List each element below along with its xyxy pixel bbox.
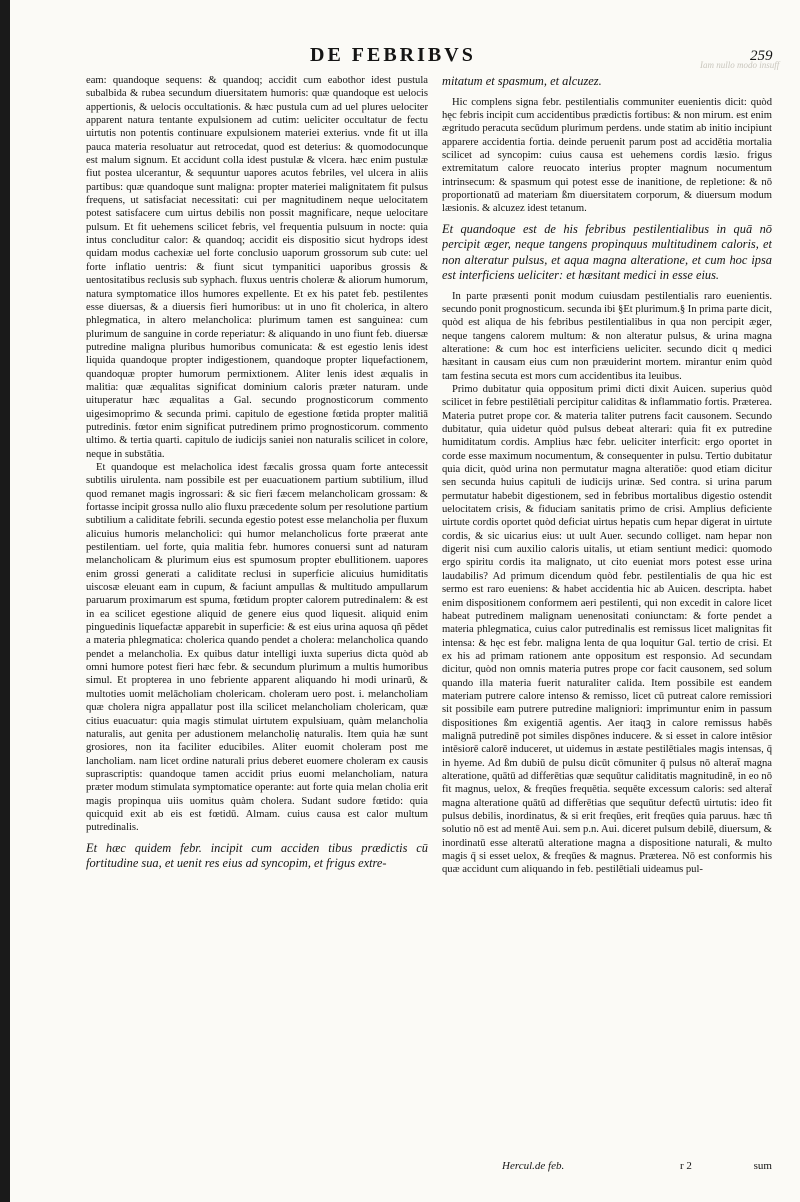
left-lemma-italic: Et hæc quidem febr. incipit cum acciden tibus prædictis cū fortitudine sua, et uenit res eius ad syncopim, et frigus extre- (86, 840, 428, 871)
signature-mark: r 2 (680, 1160, 692, 1172)
right-lemma-italic: Et quandoque est de his febribus pestilentialibus in quā nō percipit æger, neque tangens propinquus multitudinem caloris, et non alteratur pulsus, et aqua magna alteratione, et cum hoc ipsa est interficiens ueliciter: et hæsitant medici in esse eius. (442, 221, 772, 283)
show-through-text: Iam nullo modo insuff (700, 60, 780, 70)
page-number: 259 (750, 48, 773, 64)
catchword: sum (753, 1160, 772, 1172)
running-title: DE FEBRIBVS (310, 44, 476, 66)
right-paragraph-3: Primo dubitatur quia oppositum primi dicti dixit Auicen. superius quòd scilicet in febre pestilētiali percipitur caliditas & inflammatio fortis. Præterea. Materia putret prope cor. & materia taliter putrens facit causonem. Secundo dubitatur, quia uidetur quòd pulsus debeat alterari: quia fit ex putredine humiditatum cordis. Amplius hæc febr. ueliciter interficit: ergo oportet in corde esse maximum nocumentum, & consequenter in pulsu. Tertio dubitatur quia dicit, quòd urina non permutatur magna alteratiōe: quod etiam dicitur sen secunda huius capituli de iudicijs urinæ. Sed contra. si urina parum permutatur habebit digestionem, sed in febribus mortalibus digestio ostendit uelocitatem crisis, & fiduciam sanitatis primo de crisi. Amplius deficiente uirtute cordis oportet quòd deficiat uirtus hepatis cum hepar digerat in uirtute cordis, & sic uicarius eius: ut uult Auer. secundo colliget. nam hepar non digerit nisi cum auxilio caloris uitalis, ut etiam sentiunt medici: quomodo ergo spiritu cordis ita malignato, ut cito eueniat mors potest esse urina laudabilis? Ad primum dicendum quòd febr. pestilentialis de qua hic est sermo est raro eueniens: & habet accidentia hic ab Auicen. descripta. habet enim dispositionem conformem aeri pestilenti, qui non excedit in calore licet habeat putredinem malignam uenenositati coniunctam: & forte pendet a materia phlegmatica, cuius calor putredinalis est remissus licet malignitas fit intensa: & hęc est febr. maligna lenta de qua loquitur Gal. tertio de crisi. Et ex his ad primam rationem ante oppositum est responsio. Ad secundam dicitur, quòd non omnis materia putres prope cor facit causonem, sed solum quando illa materia fuerit naturaliter calida. Item possibile est eandem materiam putrere calore intenso & remisso, licet cū putreat calore remissiori sit possibile eam putrere putredine maligniori: imprimuntur enim in passum dispositiones ßm exigentiā agentis. Aer itaqꝫ in calore remissus habēs malignā putredinē pot similes dispōnes inducere. & si esset in calore intēsior intēsiorē calorē induceret, ut uidemus in æstate pestilētiales magis intensas, q̄ in hyeme. Ad ßm dubiū de pulsu dicūt cōmuniter q̄ pulsus nō alterat̄ magna alteratione, quātū ad differētias quæ sequūtur caliditatis magnitudinē, in eo nō fit magnus, uelox, & freqūes frequētia. sequēte excessum caloris: sed alterat̄ magna alteratione quātū ad differētias que sequūtur defectū uirtutis: ideo fit pulsus debilis, inordinatus, & si erit freqūes, erit freqūes quia paruus. hæc tñ solutio nō est ad mentē Aui. sem p.n. Aui. dicеret pulsum debilē, diuersum, & inordinatū esse alteratū alteratione magna a dispositione naturali, & multo magis q̄ si esset uelox, & freqūes & magnus. Præterea. Nō est conformis his quæ accidunt cum aliquando in feb. pestilētiali uideamus pul- (442, 384, 772, 876)
footer-short-title: Hercul.de feb. (502, 1160, 565, 1172)
right-paragraph-2: In parte præsenti ponit modum cuiusdam pestilentialis raro euenientis. secundo ponit prognosticum. secunda ibi §Et plurimum.§ In prima parte dicit, quòd est aliqua de his febribus pestilentialibus in qua non percipit æger, neque tangens calorem multum: & non alteratur pulsus, & urina magna alteratione: & cum hoc est interficiens ueliciter. secundo dicit q medici hæsitant in causam eius cum non præuiderint mortem. mirantur enim quòd tam festina secuta est mors cum accidentibus ita leuibus. (442, 290, 772, 382)
left-paragraph-1: eam: quandoque sequens: & quandoq; accidit cum eabothor idest pustula subalbida & rubea secundum diuersitatem humoris: quæ quandoque est uelocis appertionis, & uelocis occultationis. & hæc pustula cum ad uel plures uelociter apparent natura tentante expulsionem ad cutim: ueliciter occultatur de fectu uirtutis non potentis continuare expulsionem materiei exterius. vnde fit ut illa pauca materia resoluatur aut retrocedat, quod est deterius: & quomodocunque est malum signum. Et accidunt colla idest pustulæ & vlcera. hæc enim pustulæ fiut postea ulcerantur, & sequuntur uapores acutos febriles, vel ulcera in aliis partibus: quæ quandoque sunt maligna: propter materiei malignitatem fit pulsus frequens, ut satisfaciat necessitati: cui per magnitudinem neque uelocitatem potest satisfacere cum uirtus debilis non possit magnificare, neque uelocitare pulsum. Et fit uehemens scilicet febris, vel frequentia pulsuum in nocte: quia intus concluditur calor: & quandoq; accidit eis dispositio sicut hydrops idest quidam modus cachexiæ uel forte conclusio uaporum grossorum sub cute: uel forte inflatio uentris: & fiunt sicut tympanitici uaporibus grossis & uentositatibus reclusis sub syphach. fluxus uentris choleræ & aliorum humorum, natura symptomatice illos humores expellente. Et ex his patet feb. pestilentes esse diuersas, & a diuersis fieri humoribus: ut in uno fit cholerica, in altero phlegmatica, in altero melancholica: plurimum tamen est sanguinea: cum plurimum de sanguine in corde reperiatur: & aliquando in uno fiunt feb. diuersæ putredine maligna pluribus humoribus comunicata: & est egestio lenis idest liquida quandoque propter indigestionem, quandoque propter liquefactionem, quandoquæ propter humorum permixtionem. Aliter lenis idest æqualis in malitia: quæ æqualitas significat dominium caloris præter naturam. unde uituperatur hæc æqualitas a Gal. secundo prognosticorum commento uigesimoprimo & secunda primi. capitulo de egestione fœtida propter malitiā putredinis. fœtor enim significat putredinem primo prognosticorum. commento ultimo. & tertia quarti. capitulo de iudicijs saniei non naturalis scilicet in colore, neque in substātia. (86, 75, 428, 460)
right-paragraph-1: Hic complens signa febr. pestilentialis communiter euenientis dicit: quòd hęc febris incipit cum accidentibus prædictis fortibus: & non mirum. est enim ægritudo peracuta secūdum plurimum perdens. unde statim ab initio incipiunt apparere accidentia fortia. deinde peruenit parum post ad accidētia mortalia scilicet ad syncopim: cuius causa est uehemens cordis læsio. frigus extremitatum calore reuocato interius propter magnum nocumentum intrinsecum: & spasmum qui potest esse de inanitione, de repletione: & nō proportionatū ad materiam ßm diuersitatem corporum, & diuersum modum læsionis. & alcuzez idest tetanum. (442, 96, 772, 215)
page-footer (442, 1160, 772, 1176)
page-header (10, 44, 800, 70)
right-lemma-continuation: mitatum et spasmum, et alcuzez. (442, 74, 602, 88)
left-column (86, 74, 428, 1166)
right-column (442, 74, 772, 1166)
left-paragraph-2: Et quandoque est melacholica idest fæcalis grossa quam forte antecessit subtilis uirulenta. nam possibile est per euacuationem partium subtilium, illud quod remanet magis ingrossari: & sic fieri fæcem melancholicam grossam: & fortasse incipit grossa nullo alio fluxu præcedente solum per resolutione partium subtilium a caliditate febrili. secunda egestio potest esse melancholia per fluxum alicuius humoris melancholici: qui humor melancholicus forte præerat ante pestilentiam. uel forte, quia malitia febr. humores conuersi sunt ad naturam melancholicam & plurimum eius est spumosum propter ebullitionem. uapores enim grossi generati a caliditate reclusi in superficie alicuius humiditatis uiscosæ eleuant eam in cupum, & faciunt ampullas & multitudo ampullarum paruarum proximarum est spuma, fœtidum propter calorem putredinalem: & est in ea scilicet egestione aliquid de genere eius quod liquesit. aliquid enim pinguedinis liquefactæ apparebit in superficie: & est eius urina aquosa qñ pēdet a materia phlegmatica: cholerica quando pendet a cholera: melancholica quando pendet a melancholia. Ex quibus datur intelligi iuxta superius dicta quòd ab omni humore potest fieri hæc febr. & secundum plurimum a multis humoribus simul. Et propterea in uno febriente apparent aliquando hi modi urinarū, & multoties uomit melācholiam cholericam. choleram uero post. i. melancholiam quæ cholera nigra appallatur post illa scilicet melancholiam cholericam, quæ citius euacuatur: quia magis stimulat uirtutem expulsiuam, quàm melancholia naturalis, aut genita per adustionem melancholię naturalis. Item quia hæ sunt grosiores, non ita faciliter educibiles. Aliter euomit choleram post me lancholiam. nam licet ordine naturali prius deberet euomere choleram ex causis suprascriptis: quandoque tamen accidit prius euomi melancholiam, natura præter modum stimulata symptomatice operante: aut forte quia melan cholia erit magis propinqua uiis uomitus quàm cholera. Sudant sudore fœtido: quia quicquid exit ab eis est fœtidū. Almam. cuius causa est calor multum putredinalis. (86, 461, 428, 834)
